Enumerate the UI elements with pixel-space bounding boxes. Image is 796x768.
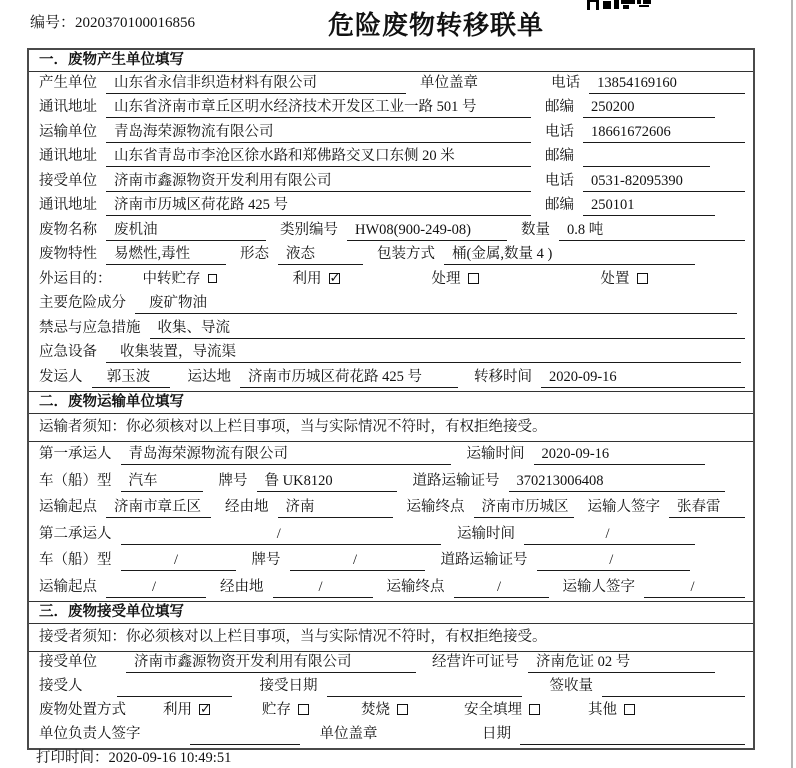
checkbox-icon: [529, 704, 540, 715]
row-second-carrier: [29, 521, 753, 548]
section-transport: [29, 391, 753, 601]
accept-date-value: [327, 677, 522, 697]
row-emergency-equipment: [29, 342, 753, 367]
row-hazard-component: [29, 293, 753, 318]
vehicle-type-label: 车（船）型: [39, 472, 112, 489]
waste-quantity-value: 0.8 吨: [559, 221, 745, 241]
receiver-address-label: 通讯地址: [39, 197, 97, 213]
sign-date-label: 日期: [482, 725, 511, 742]
purpose-option-storage-label: 中转贮存: [142, 270, 201, 287]
transport-time-label: 运输时间: [466, 446, 525, 462]
accept-person-value: [117, 677, 232, 697]
receiver-zip-value: 250101: [583, 196, 715, 216]
checkbox-icon: [637, 273, 648, 284]
checkbox-icon: [624, 704, 635, 715]
serial-number-label: 编号：: [30, 15, 76, 31]
section-receiver-title: 三．废物接受单位填写: [29, 602, 753, 624]
disposal-option-storage: [262, 701, 309, 721]
waste-property-value: 易燃性,毒性: [106, 245, 226, 265]
row-route-2: [29, 574, 753, 601]
disposal-option-incinerate-label: 焚烧: [361, 701, 390, 718]
transport-notice: 运输者须知：你必须核对以上栏目事项，当与实际情况不符时，有权拒绝接受。: [29, 414, 753, 442]
producer-phone-label: 电话: [551, 74, 581, 91]
vehicle-type-value: 汽车: [121, 472, 203, 492]
vehicle2-type-label: 车（船）型: [39, 552, 112, 568]
route2-end-label: 运输终点: [386, 578, 445, 595]
destination-label: 运达地: [187, 368, 231, 385]
producer-zip-value: 250200: [583, 98, 715, 118]
waste-form-value: 液态: [278, 245, 363, 265]
row-producer-unit: [29, 72, 753, 97]
purpose-option-dispose-label: 处置: [600, 270, 630, 287]
responsible-sign-value: [190, 725, 300, 745]
row-vehicle-1: [29, 468, 753, 495]
route2-via-label: 经由地: [220, 578, 264, 595]
road-permit2-value: /: [537, 551, 691, 571]
carrier-sign-label: 运输人签字: [587, 499, 660, 515]
disposal-option-other: [588, 701, 635, 721]
hazard-component-value: 废矿物油: [135, 294, 737, 314]
route2-start-value: /: [106, 578, 206, 598]
row-responsible-sign: [29, 724, 753, 748]
disposal-option-landfill: [464, 701, 540, 721]
emergency-equipment-label: 应急设备: [39, 344, 97, 360]
waste-form-label: 形态: [240, 246, 269, 262]
print-time-label: 打印时间：: [36, 750, 109, 766]
row-accept-unit: [29, 652, 753, 676]
transport-time-value: 2020-09-16: [534, 445, 705, 465]
road-permit2-label: 道路运输证号: [440, 552, 528, 568]
transport-zip-value: [583, 147, 710, 167]
route-via-label: 经由地: [225, 499, 269, 515]
license-value: 济南危证 02 号: [528, 653, 715, 673]
producer-unit-value: 山东省永信非织造材料有限公司: [106, 74, 406, 94]
receipt-quantity-value: [602, 677, 745, 697]
transport-time2-label: 运输时间: [457, 525, 515, 542]
row-waste-name: [29, 219, 753, 244]
transport-address-value: 山东省青岛市李沧区徐水路和郑佛路交叉口东侧 20 米: [106, 147, 531, 167]
dispatcher-label: 发运人: [39, 368, 83, 385]
checkbox-checked-icon: ✓: [200, 701, 211, 717]
transport-phone-label: 电话: [545, 123, 574, 140]
second-carrier-value: /: [121, 525, 442, 545]
window-edge-line: [791, 0, 793, 768]
waste-category-label: 类别编号: [280, 221, 338, 238]
row-producer-address: [29, 97, 753, 122]
row-vehicle-2: [29, 548, 753, 575]
producer-address-label: 通讯地址: [39, 99, 97, 115]
checkbox-icon: [468, 273, 479, 284]
row-transport-address: [29, 146, 753, 171]
row-transport-unit: [29, 121, 753, 146]
row-receiver-address: [29, 195, 753, 220]
purpose-option-treat-label: 处理: [431, 270, 461, 287]
row-accept-person: [29, 676, 753, 700]
destination-value: 济南市历城区荷花路 425 号: [240, 368, 458, 388]
receiver-unit-value: 济南市鑫源物资开发利用有限公司: [106, 172, 531, 192]
disposal-option-use-label: 利用: [163, 701, 192, 718]
print-time: [36, 746, 231, 767]
purpose-option-dispose: [601, 270, 648, 290]
receiver-address-value: 济南市历城区荷花路 425 号: [106, 196, 531, 216]
checkbox-icon: [298, 704, 309, 715]
emergency-equipment-value: 收集装置，导流渠: [106, 343, 741, 363]
section-producer: [29, 50, 753, 391]
transport-address-label: 通讯地址: [39, 148, 97, 164]
producer-zip-label: 邮编: [545, 99, 574, 115]
waste-category-value: HW08(900-249-08): [347, 221, 507, 241]
disposal-option-incinerate: [361, 701, 408, 721]
spacer: [705, 464, 746, 465]
checkbox-icon: [208, 274, 217, 283]
print-time-value: 2020-09-16 10:49:51: [108, 750, 232, 766]
transport-zip-label: 邮编: [545, 148, 574, 164]
section-transport-title: 二．废物运输单位填写: [29, 392, 753, 414]
disposal-option-other-label: 其他: [588, 701, 617, 718]
purpose-option-treat: [432, 270, 479, 290]
route-start-label: 运输起点: [39, 499, 97, 515]
road-permit-value: 370213006408: [509, 472, 726, 492]
route-end-label: 运输终点: [406, 499, 465, 515]
serial-number-value: 2020370100016856: [75, 15, 196, 31]
route-end-value: 济南市历城区: [474, 498, 574, 518]
emergency-measures-label: 禁忌与应急措施: [39, 319, 141, 336]
receiver-phone-value: 0531-82095390: [583, 172, 745, 192]
purpose-option-storage: [143, 270, 217, 290]
carrier2-sign-label: 运输人签字: [562, 578, 635, 595]
spacer: [387, 744, 483, 745]
transport-unit-label: 运输单位: [39, 123, 97, 140]
plate2-label: 牌号: [251, 552, 281, 568]
disposal-option-use: [163, 701, 210, 721]
purpose-option-use-label: 利用: [292, 270, 322, 287]
page-title: 危险废物转移联单: [328, 11, 545, 40]
transfer-purpose-label: 外运目的：: [39, 270, 112, 287]
row-waste-property: [29, 244, 753, 269]
emergency-measures-value: 收集、导流: [150, 319, 746, 339]
first-carrier-value: 青岛海荣源物流有限公司: [121, 445, 451, 465]
packing-label: 包装方式: [377, 246, 435, 262]
accept-person-label: 接受人: [39, 677, 83, 694]
route2-end-value: /: [454, 578, 549, 598]
producer-address-value: 山东省济南市章丘区明水经济技术开发区工业一路 501 号: [106, 98, 531, 118]
waste-name-value: 废机油: [106, 221, 266, 241]
waste-name-label: 废物名称: [39, 221, 97, 238]
checkbox-checked-icon: ✓: [329, 270, 341, 286]
producer-unit-label: 产生单位: [39, 74, 97, 91]
receiver-zip-label: 邮编: [545, 197, 574, 213]
route-via-value: 济南: [278, 498, 393, 518]
serial-number: [30, 11, 195, 32]
carrier2-sign-value: /: [644, 578, 745, 598]
transport-unit-value: 青岛海荣源物流有限公司: [106, 123, 531, 143]
accept-unit-value: 济南市鑫源物资开发利用有限公司: [126, 653, 416, 673]
vehicle2-type-value: /: [121, 551, 236, 571]
dispatcher-value: 郭玉波: [92, 368, 170, 388]
unit-seal2-label: 单位盖章: [319, 725, 378, 742]
second-carrier-label: 第二承运人: [39, 525, 112, 542]
purpose-option-use: [293, 270, 340, 290]
qr-code-fragment: [587, 0, 651, 10]
checkbox-icon: [397, 704, 408, 715]
disposal-method-label: 废物处置方式: [39, 701, 126, 718]
receipt-quantity-label: 签收量: [549, 677, 593, 694]
road-permit-label: 道路运输证号: [412, 472, 500, 489]
first-carrier-label: 第一承运人: [39, 446, 112, 462]
route2-via-value: /: [273, 578, 373, 598]
route2-start-label: 运输起点: [39, 578, 97, 595]
packing-value: 桶(金属,数量 4 ): [444, 245, 695, 265]
transfer-time-value: 2020-09-16: [541, 368, 745, 388]
carrier-sign-value: 张春雷: [669, 498, 745, 518]
transport-time2-value: /: [524, 525, 695, 545]
row-emergency-measures: [29, 317, 753, 342]
row-transfer-purpose: [29, 268, 753, 293]
row-route-1: [29, 495, 753, 522]
row-receiver-unit: [29, 170, 753, 195]
transfer-time-label: 转移时间: [474, 368, 532, 385]
section-receiver: [29, 601, 753, 748]
disposal-option-storage-label: 贮存: [262, 701, 291, 718]
receiver-unit-label: 接受单位: [39, 172, 97, 189]
spacer: [487, 93, 551, 94]
receiver-phone-label: 电话: [545, 172, 574, 189]
transport-phone-value: 18661672606: [583, 123, 745, 143]
manifest-form: [27, 48, 755, 750]
unit-seal-label: 单位盖章: [420, 74, 478, 91]
plate-label: 牌号: [218, 472, 248, 489]
waste-quantity-label: 数量: [521, 221, 550, 238]
license-label: 经营许可证号: [432, 653, 519, 670]
route-start-value: 济南市章丘区: [106, 498, 211, 518]
hazard-component-label: 主要危险成分: [39, 295, 126, 311]
waste-property-label: 废物特性: [39, 246, 97, 262]
row-disposal-method: [29, 700, 753, 724]
disposal-option-landfill-label: 安全填埋: [464, 701, 522, 718]
row-dispatch: [29, 366, 753, 391]
plate2-value: /: [290, 551, 425, 571]
responsible-sign-label: 单位负责人签字: [39, 725, 141, 742]
receiver-notice: 接受者须知：你必须核对以上栏目事项，当与实际情况不符时，有权拒绝接受。: [29, 624, 753, 652]
plate-value: 鲁 UK8120: [257, 472, 397, 492]
accept-unit-label: 接受单位: [39, 653, 97, 670]
sign-date-value: [520, 725, 745, 745]
section-producer-title: 一．废物产生单位填写: [29, 50, 753, 72]
accept-date-label: 接受日期: [259, 677, 318, 694]
row-first-carrier: [29, 442, 753, 469]
producer-phone-value: 13854169160: [589, 74, 745, 94]
